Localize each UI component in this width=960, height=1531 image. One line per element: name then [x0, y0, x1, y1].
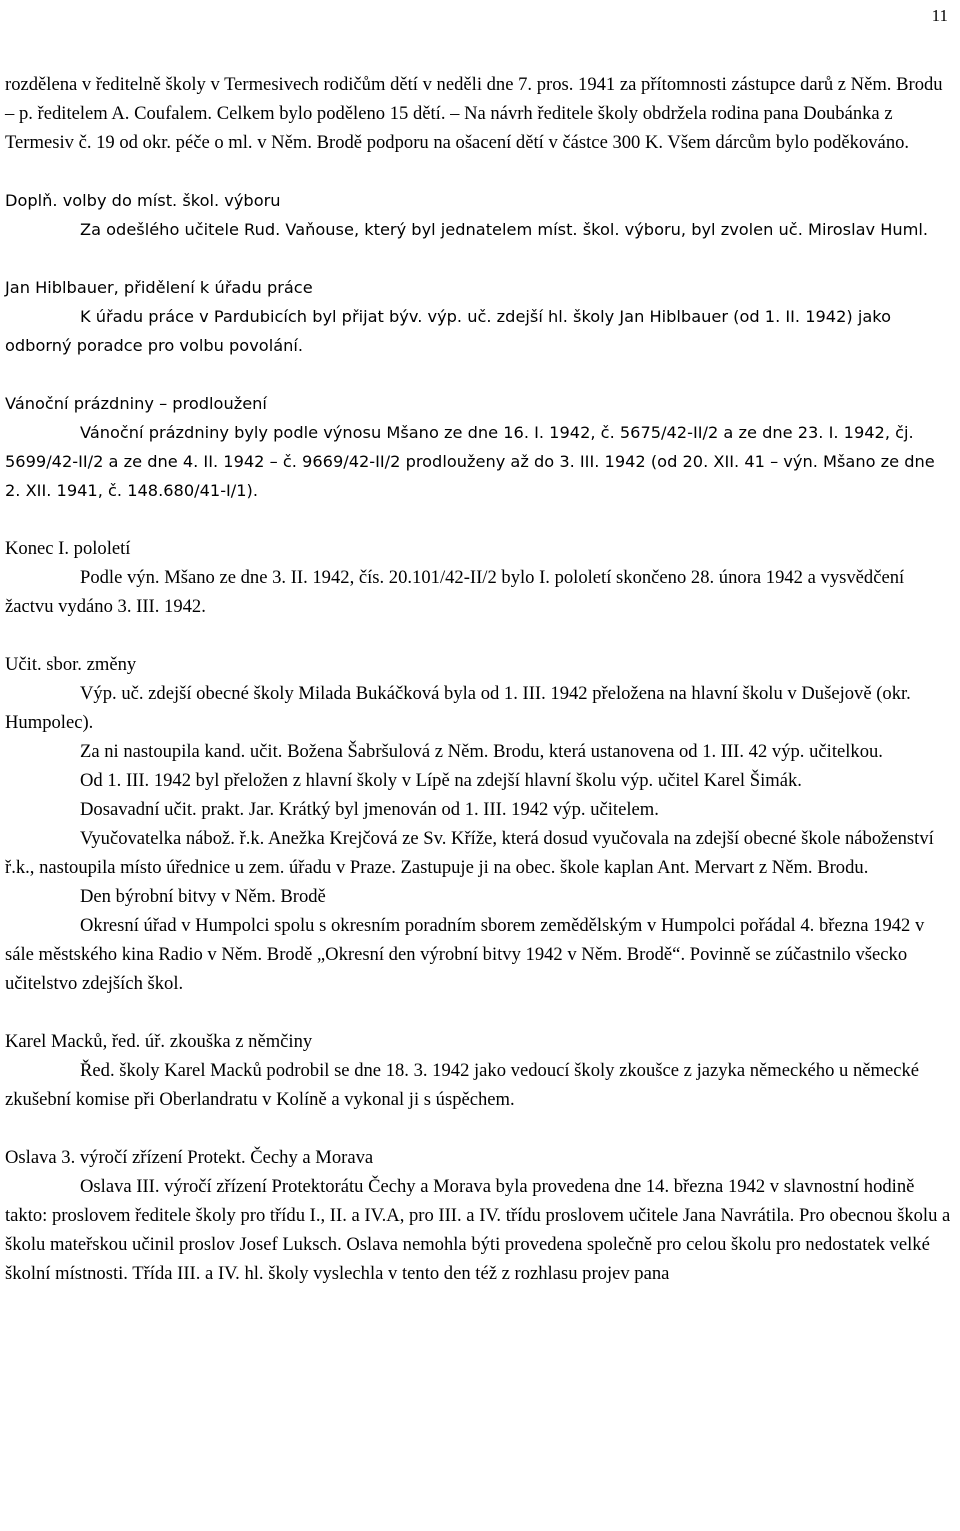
paragraph-body: Výp. uč. zdejší obecné školy Milada Bukáčková byla od 1. III. 1942 přeložena na hlavní školu v Dušejově (okr. Humpolec).: [5, 683, 911, 733]
paragraph-body: Vánoční prázdniny byly podle výnosu Mšano ze dne 16. I. 1942, č. 5675/42-II/2 a ze dne 23. I. 1942, čj. 5699/42-II/2 a ze dne 4. II. 1942 – č. 9669/42-II/2 prodlouženy až do 3. III. 1942 (od 20. XII. 41 – výn. Mšano ze dne 2. XII. 1941, č. 148.680/41-I/1).: [5, 423, 935, 500]
paragraph-body: Řed. školy Karel Macků podrobil se dne 18. 3. 1942 jako vedoucí školy zkoušce z jazyka německého u německé zkušební komise při Oberlandratu v Kolíně a vykonal ji s úspěchem.: [5, 1060, 920, 1110]
section-heading: Vánoční prázdniny – prodloužení: [5, 394, 267, 413]
paragraph-body: Vyučovatelka nábož. ř.k. Anežka Krejčová ze Sv. Kříže, která dosud vyučovala na zdejší obecné škole náboženství ř.k., nastoupila místo úřednice u zem. úřadu v Praze. Zastupuje ji na obec. škole kaplan Ant. Mervart z Něm. Brodu.: [5, 828, 934, 878]
section-heading: Karel Macků, řed. úř. zkouška z němčiny: [5, 1031, 313, 1052]
section-heading: Doplň. volby do míst. škol. výboru: [5, 191, 281, 210]
paragraph-body: Dosavadní učit. prakt. Jar. Krátký byl jmenován od 1. III. 1942 výp. učitelem.: [80, 799, 659, 820]
section-heading: Konec I. pololetí: [5, 538, 131, 559]
paragraph-body: Podle výn. Mšano ze dne 3. II. 1942, čís. 20.101/42-II/2 bylo I. pololetí skončeno 28. února 1942 a vysvědčení žactvu vydáno 3. III. 1942.: [5, 567, 905, 617]
section-heading: Jan Hiblbauer, přidělení k úřadu práce: [5, 278, 313, 297]
section-heading: Učit. sbor. změny: [5, 654, 137, 675]
paragraph-body: Za ni nastoupila kand. učit. Božena Šabršulová z Něm. Brodu, která ustanovena od 1. III. 42 výp. učitelkou.: [80, 741, 883, 762]
paragraph-body: Okresní úřad v Humpolci spolu s okresním poradním sborem zemědělským v Humpolci pořádal 4. března 1942 v sále městského kina Radio v Něm. Brodě „Okresní den výrobní bitvy 1942 v Něm. Brodě“. Povinně se zúčastnilo všecko učitelstvo zdejších škol.: [5, 915, 925, 994]
paragraph-body: K úřadu práce v Pardubicích byl přijat býv. výp. uč. zdejší hl. školy Jan Hiblbauer (od 1. II. 1942) jako odborný poradce pro volbu povolání.: [5, 307, 891, 355]
paragraph-body: Oslava III. výročí zřízení Protektorátu Čechy a Morava byla provedena dne 14. března 1942 v slavnostní hodině takto: proslovem ředitele školy pro třídu I., II. a IV.A, pro III. a IV. třídu proslovem učitele Jana Navrátila. Pro obecnou školu a školu mateřskou učinil proslov Josef Luksch. Oslava nemohla býti provedena společně pro celou školu pro nedostatek velké školní místnosti. Třída III. a IV. hl. školy vyslechla v tento den též z rozhlasu projev pana: [5, 1176, 951, 1284]
document-body: [5, 70, 953, 1288]
page-number: 11: [931, 6, 948, 25]
section-heading: Oslava 3. výročí zřízení Protekt. Čechy a Morava: [5, 1147, 374, 1168]
paragraph-body: rozdělena v ředitelně školy v Termesivech rodičům dětí v neděli dne 7. pros. 1941 za přítomnosti zástupce darů z Něm. Brodu – p. ředitelem A. Coufalem. Celkem bylo poděleno 15 dětí. – Na návrh ředitele školy obdržela rodina pana Doubánka z Termesiv č. 19 od okr. péče o ml. v Něm. Brodě podporu na ošacení dětí v částce 300 K. Všem dárcům bylo poděkováno.: [5, 74, 943, 153]
paragraph-body: Za odešlého učitele Rud. Vaňouse, který byl jednatelem míst. škol. výboru, byl zvolen uč. Miroslav Huml.: [80, 220, 929, 239]
paragraph-body: Od 1. III. 1942 byl přeložen z hlavní školy v Lípě na zdejší hlavní školu výp. učitel Karel Šimák.: [80, 770, 802, 791]
paragraph-body: Den býrobní bitvy v Něm. Brodě: [80, 886, 326, 907]
